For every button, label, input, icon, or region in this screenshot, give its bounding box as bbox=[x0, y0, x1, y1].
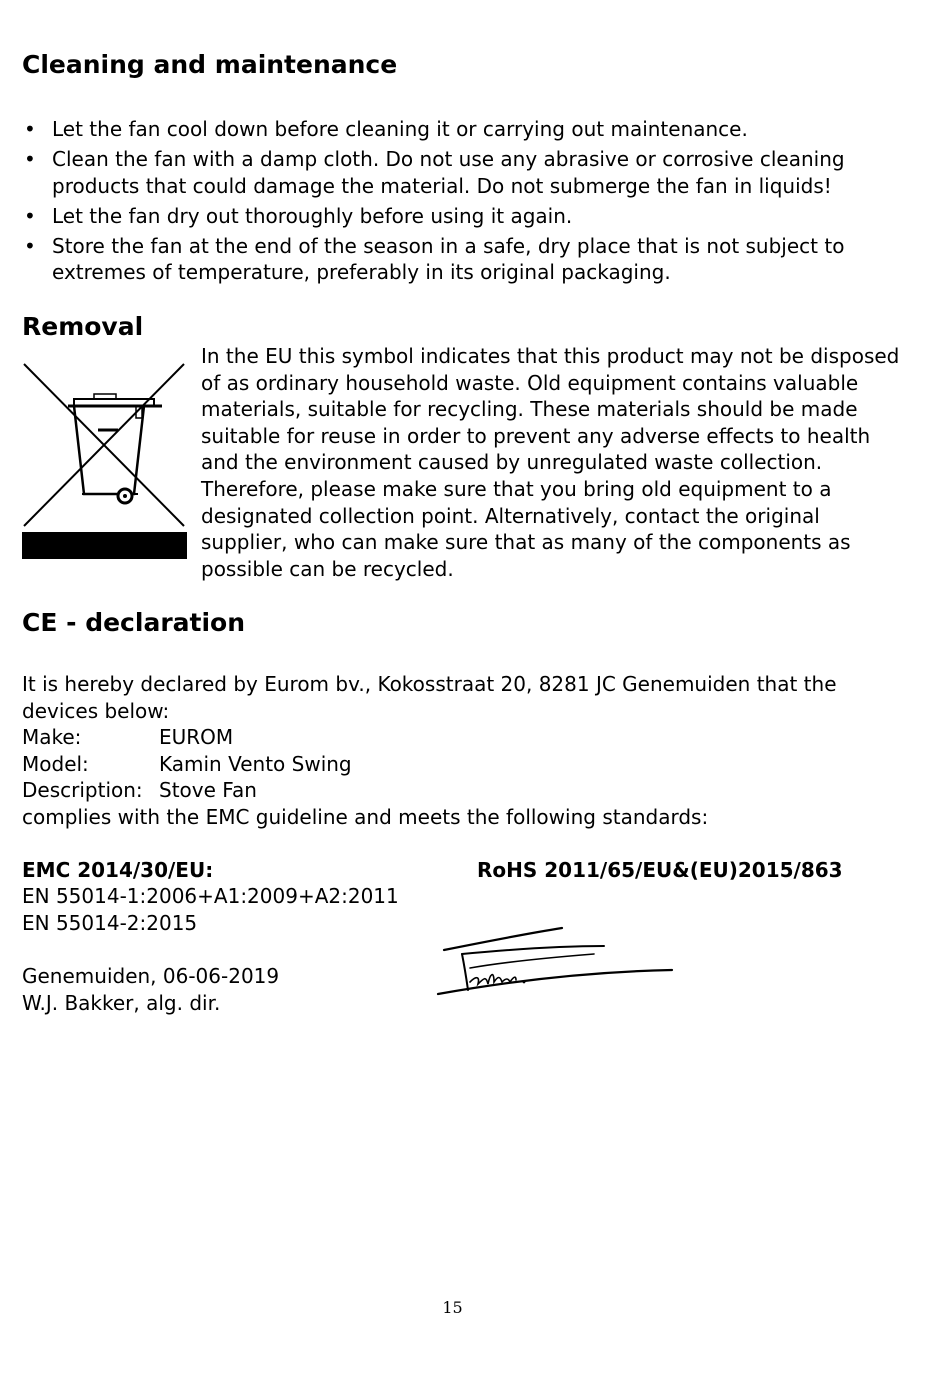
place-date: Genemuiden, 06-06-2019 bbox=[22, 964, 280, 988]
crossed-out-wheelie-bin-icon bbox=[22, 362, 187, 562]
standard-en55014-2: EN 55014-2:2015 bbox=[22, 911, 198, 935]
removal-heading: Removal bbox=[22, 312, 144, 341]
bullet-icon: • bbox=[24, 203, 36, 228]
signatory-name: W.J. Bakker, alg. dir. bbox=[22, 991, 221, 1015]
description-value: Stove Fan bbox=[159, 778, 257, 802]
make-row bbox=[22, 724, 233, 751]
complies-statement: complies with the EMC guideline and meets the following standards: bbox=[22, 805, 709, 829]
list-item bbox=[22, 233, 902, 286]
list-item bbox=[22, 116, 902, 143]
make-value: EUROM bbox=[159, 725, 234, 749]
bullet-text: Let the fan dry out thoroughly before using it again. bbox=[52, 203, 573, 228]
list-item bbox=[22, 203, 902, 230]
list-item bbox=[22, 146, 902, 199]
make-label: Make: bbox=[22, 725, 82, 749]
bullet-text: Store the fan at the end of the season in a safe, dry place that is not subject to extremes of temperature, preferably in its original packaging. bbox=[52, 233, 845, 284]
bullet-text: Let the fan cool down before cleaning it or carrying out maintenance. bbox=[52, 117, 748, 141]
description-label: Description: bbox=[22, 778, 143, 802]
model-value: Kamin Vento Swing bbox=[159, 752, 352, 776]
emc-heading: EMC 2014/30/EU: bbox=[22, 858, 214, 882]
description-row bbox=[22, 777, 257, 804]
cleaning-bullet-list bbox=[22, 116, 902, 289]
removal-paragraph: In the EU this symbol indicates that this product may not be disposed of as ordinary household waste. Old equipment contains valuable materials, suitable for recycling. These materials should be made suitable for reuse in order to prevent any adverse effects to health and the environment caused by unregulated waste collection. Therefore, please make sure that you bring old equipment to a designated collection point. Alternatively, contact the original supplier, who can make sure that as many of the components as possible can be recycled. bbox=[201, 344, 900, 581]
handwritten-signature bbox=[434, 924, 676, 1000]
page-number: 15 bbox=[442, 1298, 463, 1317]
bullet-text: Clean the fan with a damp cloth. Do not use any abrasive or corrosive cleaning products that could damage the material. Do not submerge the fan in liquids! bbox=[52, 147, 845, 198]
model-label: Model: bbox=[22, 752, 89, 776]
model-row bbox=[22, 751, 352, 778]
cleaning-heading: Cleaning and maintenance bbox=[22, 50, 398, 79]
bullet-icon: • bbox=[24, 233, 36, 258]
rohs-heading: RoHS 2011/65/EU&(EU)2015/863 bbox=[477, 858, 843, 882]
ce-declaration-heading: CE - declaration bbox=[22, 608, 246, 637]
ce-intro-paragraph: It is hereby declared by Eurom bv., Kokosstraat 20, 8281 JC Genemuiden that the devices below: bbox=[22, 672, 837, 723]
bullet-icon: • bbox=[24, 147, 36, 171]
bullet-icon: • bbox=[24, 117, 36, 141]
standard-en55014-1: EN 55014-1:2006+A1:2009+A2:2011 bbox=[22, 884, 399, 908]
